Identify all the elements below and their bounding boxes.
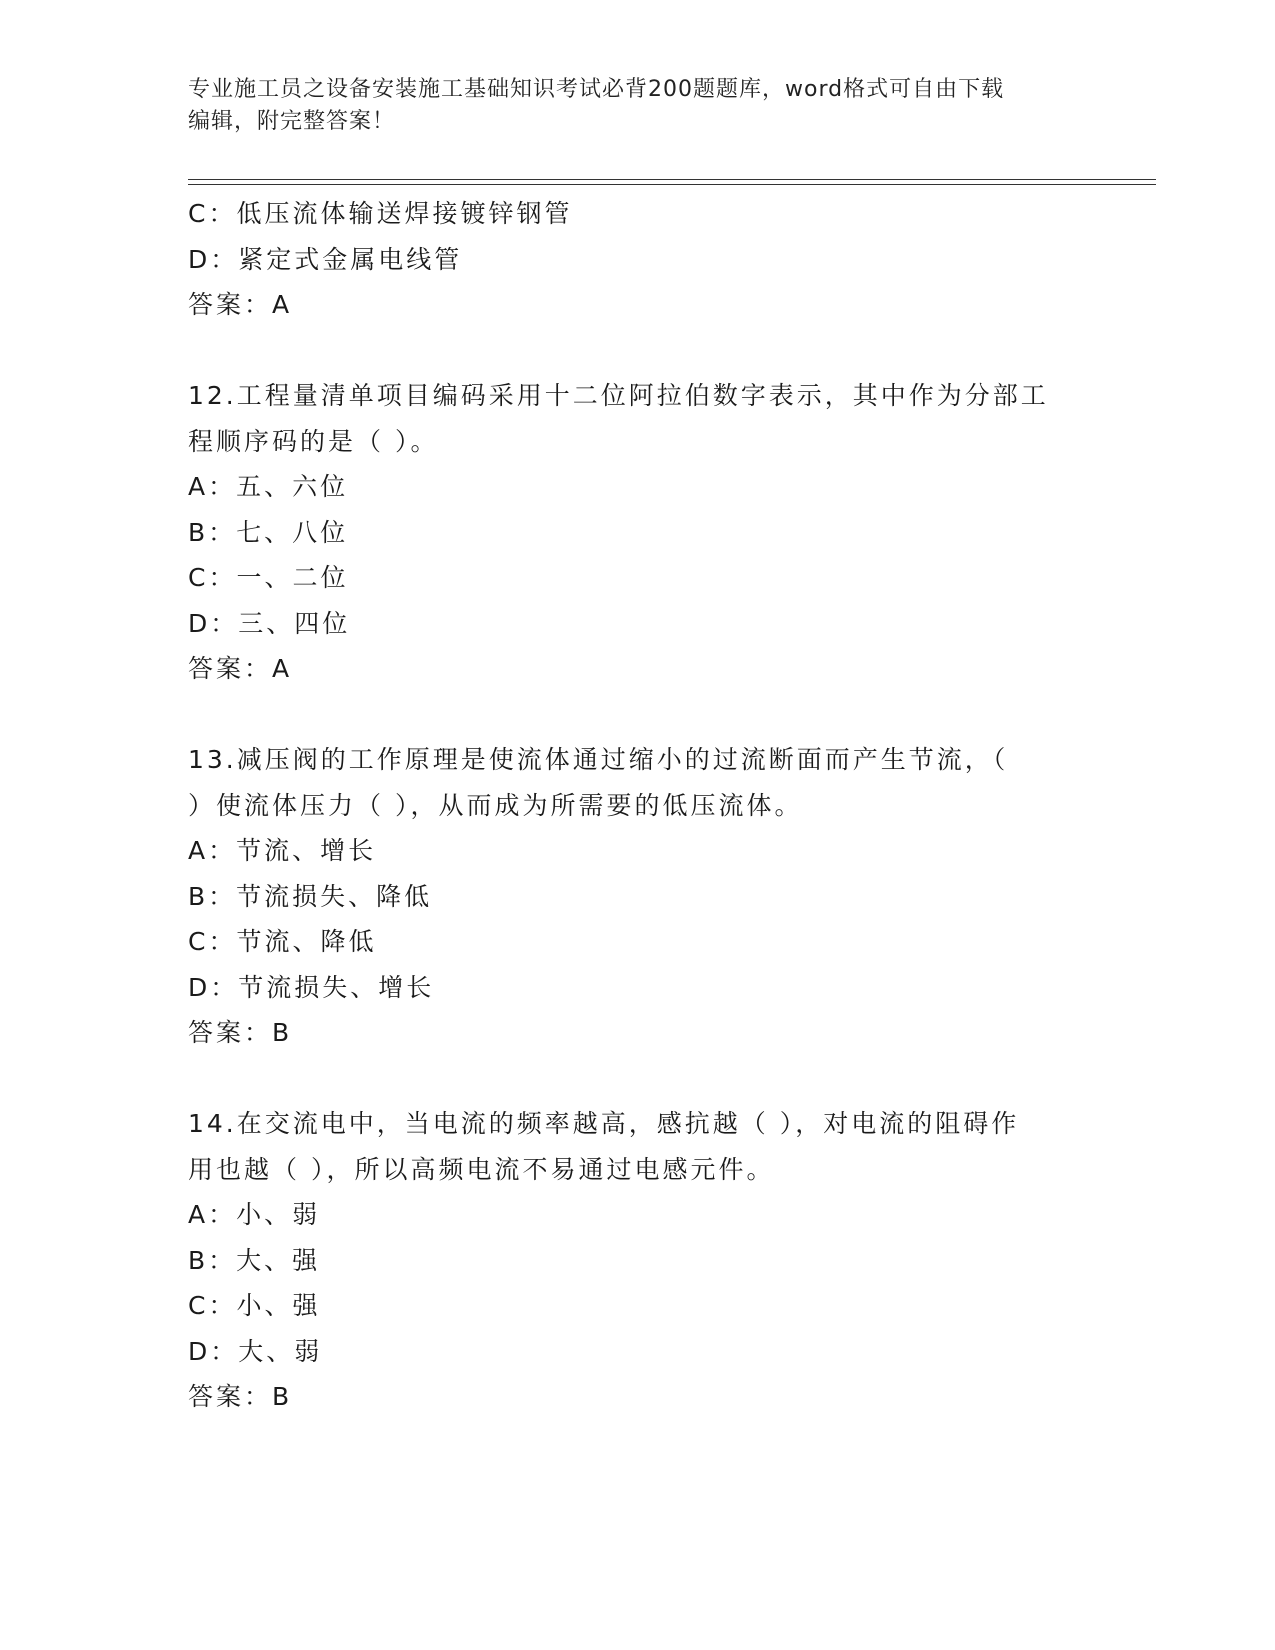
option-d: D：节流损失、增长 [188,972,435,1002]
spacer [188,328,1088,374]
option-c: C：小、强 [188,1291,321,1320]
question-11-continued [188,191,1088,328]
option-d: D：紧定式金属电线管 [188,244,463,274]
question-stem-line: 用也越（ ），所以高频电流不易通过电感元件。 [188,1154,775,1184]
question-12 [188,373,1088,692]
option-b: B：节流损失、降低 [188,881,433,911]
option-a: A：五、六位 [188,472,349,501]
spacer [188,692,1088,738]
option-c: C：一、二位 [188,563,349,592]
document-body [188,191,1088,1420]
header-line-1: 专业施工员之设备安装施工基础知识考试必背200题题库，word格式可自由下载 [188,77,1005,102]
option-b: B：大、强 [188,1245,321,1275]
document-header [188,74,1088,138]
question-stem-line: 14.在交流电中，当电流的频率越高，感抗越（ ），对电流的阻碍作 [188,1109,1020,1138]
question-14 [188,1101,1088,1420]
answer-line: 答案：A [188,290,293,319]
header-line-2: 编辑，附完整答案！ [188,109,396,134]
question-stem-line: 13.减压阀的工作原理是使流体通过缩小的过流断面而产生节流，（ [188,745,1009,774]
header-divider-top [188,179,1156,180]
answer-line: 答案：B [188,1382,293,1411]
question-stem-line: 12.工程量清单项目编码采用十二位阿拉伯数字表示，其中作为分部工 [188,381,1049,410]
option-d: D：大、弱 [188,1336,323,1366]
option-c: C：节流、降低 [188,927,377,956]
option-a: A：小、弱 [188,1200,321,1229]
question-stem-line: 程顺序码的是（ ）。 [188,426,439,456]
option-d: D：三、四位 [188,608,351,638]
option-a: A：节流、增长 [188,836,377,865]
answer-line: 答案：A [188,654,293,683]
header-divider-bottom [188,184,1156,185]
spacer [188,1056,1088,1102]
option-b: B：七、八位 [188,517,349,547]
answer-line: 答案：B [188,1018,293,1047]
question-13 [188,737,1088,1056]
option-c: C：低压流体输送焊接镀锌钢管 [188,199,573,228]
question-stem-line: ）使流体压力（ ），从而成为所需要的低压流体。 [188,790,803,820]
